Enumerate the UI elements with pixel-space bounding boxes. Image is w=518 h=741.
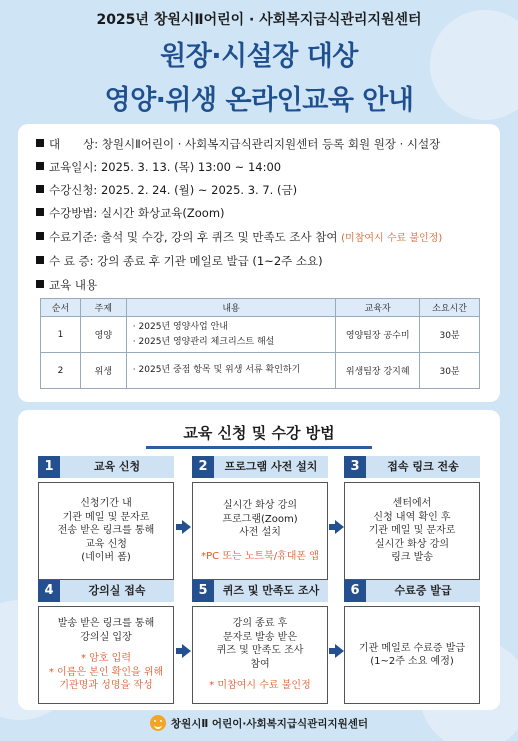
step-number: 1 bbox=[38, 456, 60, 478]
bullet-square-icon bbox=[36, 139, 44, 147]
step-label: 접속 링크 전송 bbox=[387, 460, 459, 473]
bullet-square-icon bbox=[36, 208, 44, 216]
info-criteria: 수료기준: 출석 및 수강, 강의 후 퀴즈 및 만족도 조사 참여 (미참여시 수료 불인정) bbox=[36, 229, 442, 245]
info-card bbox=[18, 124, 500, 402]
arrow-right-icon bbox=[335, 520, 344, 534]
table-cell-order: 2 bbox=[41, 353, 81, 389]
step-number: 2 bbox=[192, 456, 214, 478]
step-text: 문자로 발송 받은 bbox=[223, 631, 297, 643]
step-body bbox=[38, 482, 174, 580]
step-text: (1~2주 소요 예정) bbox=[370, 656, 454, 667]
step-text: (네이버 폼) bbox=[81, 552, 131, 564]
table-cell-content bbox=[126, 317, 336, 353]
table-cell-time: 30분 bbox=[420, 317, 480, 353]
table-header-row bbox=[41, 299, 480, 317]
step-header bbox=[344, 580, 480, 602]
info-date: 교육일시: 2025. 3. 13. (목) 13:00 ~ 14:00 bbox=[36, 159, 281, 175]
step-note: 기관명과 성명을 작성 bbox=[59, 680, 153, 692]
step-header bbox=[38, 456, 174, 478]
step-text: 실시간 화상 강의 bbox=[375, 538, 449, 550]
step-header bbox=[192, 456, 328, 478]
page-title-line2: 영양·위생 온라인교육 안내 bbox=[104, 85, 414, 116]
criteria-note: (미참여시 수료 불인정) bbox=[341, 233, 443, 244]
step-header bbox=[192, 580, 328, 602]
step-label: 프로그램 사전 설치 bbox=[224, 460, 318, 473]
step-body bbox=[344, 606, 480, 704]
info-method: 수강방법: 실시간 화상교육(Zoom) bbox=[36, 205, 225, 221]
page-title-line1: 원장·시설장 대상 bbox=[160, 41, 358, 72]
arrow-right-icon bbox=[182, 644, 191, 658]
title-underline bbox=[146, 446, 372, 449]
table-cell-instructor: 위생팀장 강지혜 bbox=[336, 353, 420, 389]
step-note: * 이름은 본인 확인을 위해 bbox=[48, 666, 164, 678]
step-text: 전송 받은 링크를 통해 bbox=[57, 525, 155, 537]
step-body bbox=[192, 482, 328, 580]
step-text: 신청기간 내 bbox=[80, 498, 132, 510]
step-note: * 암호 입력 bbox=[81, 653, 131, 665]
content-line: · 2025년 중점 항목 및 위생 서류 확인하기 bbox=[132, 365, 301, 375]
table-cell-instructor: 영양팀장 공수미 bbox=[336, 317, 420, 353]
step-text: 기관 메일로 수료증 발급 bbox=[358, 642, 466, 654]
bullet-square-icon bbox=[36, 162, 44, 170]
step-number: 3 bbox=[344, 456, 366, 478]
education-table bbox=[40, 298, 480, 389]
step-text: 발송 받은 링크를 통해 bbox=[57, 618, 155, 630]
info-enroll: 수강신청: 2025. 2. 24. (월) ~ 2025. 3. 7. (금) bbox=[36, 182, 297, 198]
table-cell-time: 30분 bbox=[420, 353, 480, 389]
step-note: *PC 또는 노트북/휴대폰 앱 bbox=[201, 550, 319, 562]
step-body bbox=[344, 482, 480, 580]
step-text: 퀴즈 및 만족도 조사 bbox=[216, 645, 304, 657]
info-content-heading: 교육 내용 bbox=[36, 277, 97, 293]
step-label: 강의실 접속 bbox=[88, 584, 146, 597]
table-cell-order: 1 bbox=[41, 317, 81, 353]
step-text: 참여 bbox=[250, 658, 270, 670]
bullet-square-icon bbox=[36, 185, 44, 193]
step-label: 교육 신청 bbox=[93, 460, 141, 473]
step-text: 실시간 화상 강의 bbox=[223, 500, 297, 511]
organizer-line: 2025년 창원시Ⅱ어린이 · 사회복지급식관리지원센터 bbox=[96, 12, 422, 28]
step-label: 퀴즈 및 만족도 조사 bbox=[222, 584, 320, 597]
table-header: 주제 bbox=[80, 299, 126, 317]
footer-text: 창원시Ⅱ 어린이·사회복지급식관리지원센터 bbox=[170, 717, 369, 730]
step-text: 기관 메일 및 문자로 bbox=[62, 511, 150, 523]
process-title: 교육 신청 및 수강 방법 bbox=[183, 424, 335, 442]
content-line: · 2025년 영양관리 체크리스트 해설 bbox=[132, 336, 275, 347]
step-text: 교육 신청 bbox=[85, 538, 127, 550]
step-text: 프로그램(Zoom) bbox=[222, 513, 298, 525]
table-cell-content bbox=[126, 353, 336, 389]
info-certificate: 수 료 증: 강의 종료 후 기관 메일로 발급 (1~2주 소요) bbox=[36, 253, 323, 269]
step-text: 강의 종료 후 bbox=[232, 618, 288, 630]
arrow-right-icon bbox=[335, 644, 344, 658]
step-body bbox=[192, 606, 328, 704]
table-cell-topic: 위생 bbox=[80, 353, 126, 389]
step-text: 링크 발송 bbox=[391, 552, 433, 564]
step-number: 6 bbox=[344, 580, 366, 602]
bullet-square-icon bbox=[36, 256, 44, 264]
table-cell-topic: 영양 bbox=[80, 317, 126, 353]
table-header: 소요시간 bbox=[420, 299, 480, 317]
step-note: * 미참여시 수료 불인정 bbox=[209, 680, 311, 692]
step-header bbox=[344, 456, 480, 478]
smiley-logo-icon bbox=[150, 715, 166, 731]
step-text: 센터에서 bbox=[392, 498, 432, 510]
step-text: 강의실 입장 bbox=[80, 631, 132, 643]
table-header: 교육자 bbox=[336, 299, 420, 317]
info-target: 대 상: 창원시Ⅱ어린이 · 사회복지급식관리지원센터 등록 회원 원장 · 시설장 bbox=[36, 136, 440, 152]
step-number: 5 bbox=[192, 580, 214, 602]
step-header bbox=[38, 580, 174, 602]
bullet-square-icon bbox=[36, 232, 44, 240]
step-text: 기관 메일 및 문자로 bbox=[368, 525, 456, 537]
footer bbox=[0, 713, 518, 733]
table-header: 순서 bbox=[41, 299, 81, 317]
content-line: · 2025년 영양사업 안내 bbox=[132, 321, 229, 332]
step-label: 수료증 발급 bbox=[394, 584, 452, 597]
table-header: 내용 bbox=[126, 299, 336, 317]
bullet-square-icon bbox=[36, 280, 44, 288]
step-number: 4 bbox=[38, 580, 60, 602]
step-text: 사전 설치 bbox=[239, 527, 281, 538]
process-card bbox=[18, 410, 500, 710]
table-row bbox=[41, 353, 480, 389]
arrow-right-icon bbox=[182, 520, 191, 534]
step-body bbox=[38, 606, 174, 704]
step-text: 신청 내역 확인 후 bbox=[373, 511, 451, 523]
table-row bbox=[41, 317, 480, 353]
